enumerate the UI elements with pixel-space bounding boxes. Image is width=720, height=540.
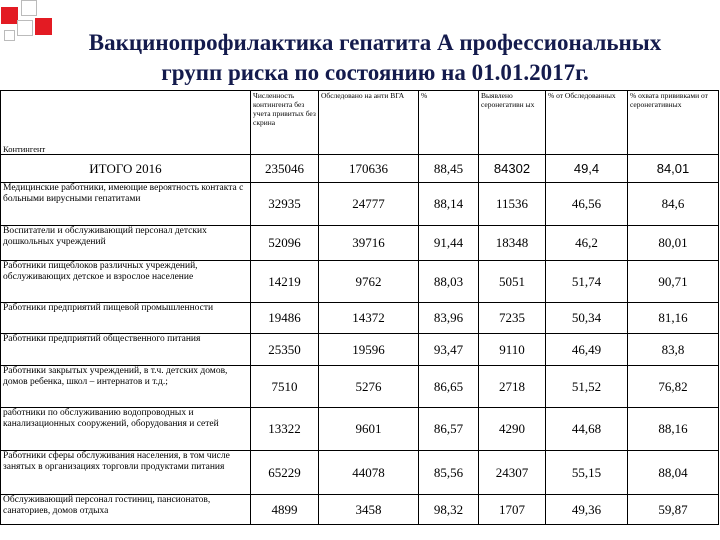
cell-seronegative: 1707 <box>479 495 546 525</box>
table-row <box>1 226 719 261</box>
cell-population: 13322 <box>251 408 319 451</box>
cell-percent-of-examined: 46,56 <box>546 183 628 226</box>
cell-population: 52096 <box>251 226 319 261</box>
header-kontingent: Контингент <box>1 91 251 155</box>
row-category: Работники предприятий общественного питания <box>1 334 251 366</box>
cell-percent: 88,03 <box>419 261 479 303</box>
cell-examined: 44078 <box>319 451 419 495</box>
header-percent: % <box>419 91 479 155</box>
vaccination-table <box>0 90 719 525</box>
cell-percent-of-examined: 55,15 <box>546 451 628 495</box>
cell-percent-of-examined: 49,36 <box>546 495 628 525</box>
cell-percent: 93,47 <box>419 334 479 366</box>
deco-square <box>4 30 15 41</box>
table-row <box>1 451 719 495</box>
row-category: Работники сферы обслуживания населения, в том числе занятых в организациях торговли продуктами питания <box>1 451 251 495</box>
cell-percent-of-examined: 46,49 <box>546 334 628 366</box>
table-row <box>1 495 719 525</box>
total-seronegative: 84302 <box>479 155 546 183</box>
cell-seronegative: 7235 <box>479 303 546 334</box>
cell-examined: 24777 <box>319 183 419 226</box>
table-row <box>1 334 719 366</box>
cell-examined: 5276 <box>319 366 419 408</box>
total-row <box>1 155 719 183</box>
cell-seronegative: 18348 <box>479 226 546 261</box>
total-examined: 170636 <box>319 155 419 183</box>
row-category: Воспитатели и обслуживающий персонал детских дошкольных учреждений <box>1 226 251 261</box>
cell-examined: 3458 <box>319 495 419 525</box>
header-population: Численность контингента без учета привитых без скрина <box>251 91 319 155</box>
row-category: Работники предприятий пищевой промышленности <box>1 303 251 334</box>
row-category: работники по обслуживанию водопроводных и канализационных сооружений, оборудования и сетей <box>1 408 251 451</box>
cell-seronegative: 4290 <box>479 408 546 451</box>
header-examined: Обследовано на анти ВГА <box>319 91 419 155</box>
table-row <box>1 261 719 303</box>
cell-seronegative: 2718 <box>479 366 546 408</box>
title-line-2: групп риска по состоянию на 01.01.2017г. <box>161 60 589 85</box>
cell-population: 65229 <box>251 451 319 495</box>
row-category: Работники закрытых учреждений, в т.ч. детских домов, домов ребенка, школ – интернатов и т.д.; <box>1 366 251 408</box>
cell-coverage: 59,87 <box>628 495 719 525</box>
cell-examined: 9762 <box>319 261 419 303</box>
cell-percent-of-examined: 50,34 <box>546 303 628 334</box>
cell-seronegative: 11536 <box>479 183 546 226</box>
cell-population: 14219 <box>251 261 319 303</box>
table-row <box>1 366 719 408</box>
cell-coverage: 76,82 <box>628 366 719 408</box>
cell-percent: 86,57 <box>419 408 479 451</box>
table-row <box>1 303 719 334</box>
slide-title <box>30 28 720 88</box>
cell-examined: 9601 <box>319 408 419 451</box>
table-row <box>1 183 719 226</box>
deco-square <box>1 7 18 24</box>
cell-percent: 98,32 <box>419 495 479 525</box>
cell-population: 7510 <box>251 366 319 408</box>
row-category: Медицинские работники, имеющие вероятность контакта с больными вирусными гепатитами <box>1 183 251 226</box>
cell-coverage: 88,04 <box>628 451 719 495</box>
cell-percent: 88,14 <box>419 183 479 226</box>
cell-coverage: 83,8 <box>628 334 719 366</box>
row-category: Работники пищеблоков различных учреждений, обслуживающих детское и взрослое население <box>1 261 251 303</box>
title-line-1: Вакцинопрофилактика гепатита А профессиональных <box>88 30 662 55</box>
cell-population: 19486 <box>251 303 319 334</box>
total-label: ИТОГО 2016 <box>1 155 251 183</box>
cell-percent-of-examined: 51,52 <box>546 366 628 408</box>
cell-coverage: 90,71 <box>628 261 719 303</box>
cell-coverage: 81,16 <box>628 303 719 334</box>
total-coverage: 84,01 <box>628 155 719 183</box>
cell-population: 4899 <box>251 495 319 525</box>
cell-seronegative: 9110 <box>479 334 546 366</box>
cell-population: 25350 <box>251 334 319 366</box>
row-category: Обслуживающий персонал гостиниц, пансионатов, санаториев, домов отдыха <box>1 495 251 525</box>
cell-coverage: 80,01 <box>628 226 719 261</box>
cell-seronegative: 24307 <box>479 451 546 495</box>
cell-coverage: 88,16 <box>628 408 719 451</box>
cell-percent-of-examined: 44,68 <box>546 408 628 451</box>
header-seronegative: Выявлено серонегативн ых <box>479 91 546 155</box>
cell-seronegative: 5051 <box>479 261 546 303</box>
cell-percent-of-examined: 51,74 <box>546 261 628 303</box>
header-row <box>1 91 719 155</box>
cell-percent: 83,96 <box>419 303 479 334</box>
cell-percent: 85,56 <box>419 451 479 495</box>
deco-square <box>21 0 37 16</box>
table-row <box>1 408 719 451</box>
cell-coverage: 84,6 <box>628 183 719 226</box>
header-coverage: % охвата прививками от серонегативных <box>628 91 719 155</box>
cell-population: 32935 <box>251 183 319 226</box>
cell-examined: 19596 <box>319 334 419 366</box>
total-population: 235046 <box>251 155 319 183</box>
header-percent-of-examined: % от Обследованных <box>546 91 628 155</box>
cell-percent: 91,44 <box>419 226 479 261</box>
cell-percent: 86,65 <box>419 366 479 408</box>
cell-examined: 39716 <box>319 226 419 261</box>
cell-percent-of-examined: 46,2 <box>546 226 628 261</box>
total-percent-of-examined: 49,4 <box>546 155 628 183</box>
total-percent: 88,45 <box>419 155 479 183</box>
cell-examined: 14372 <box>319 303 419 334</box>
